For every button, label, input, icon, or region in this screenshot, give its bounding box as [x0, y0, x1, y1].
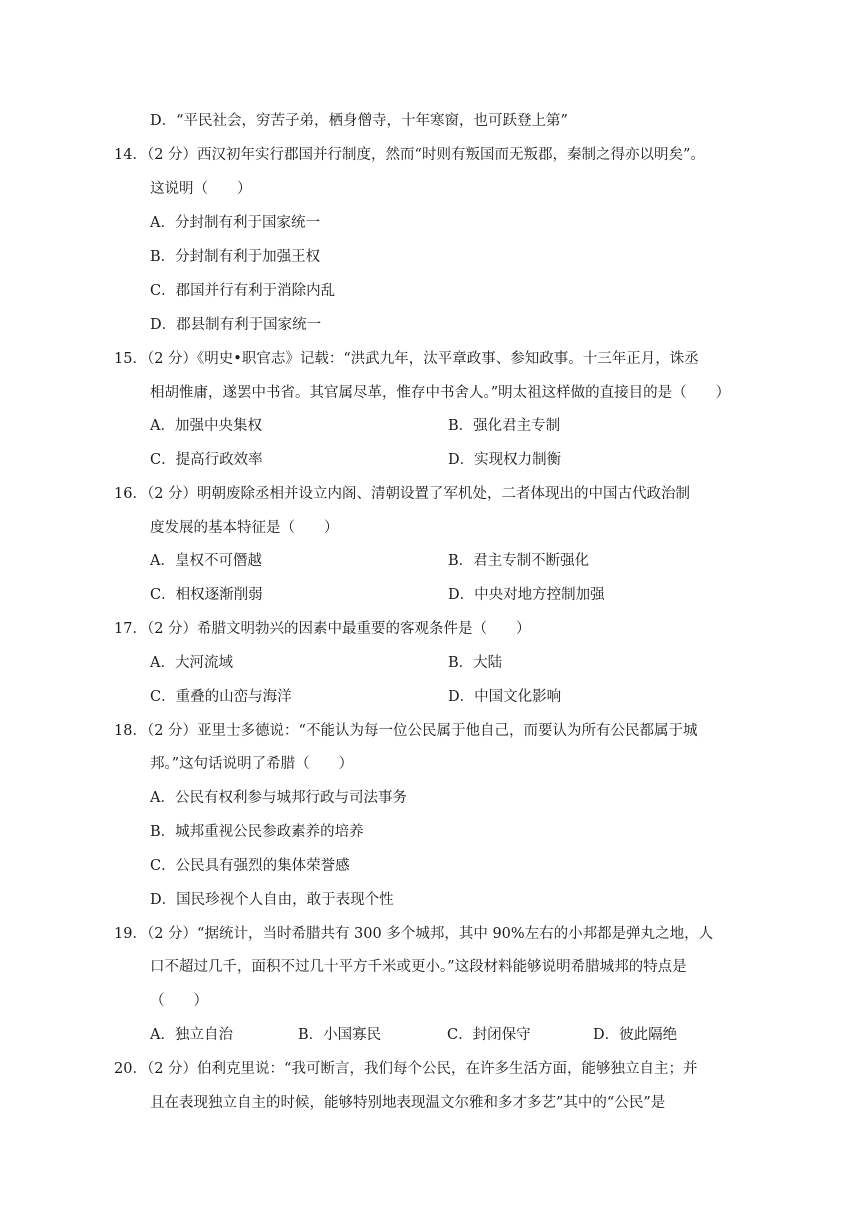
q19-stem-line3: （ ）	[150, 993, 208, 1009]
q16-option-b: B．君主专制不断强化	[448, 553, 590, 569]
q14-option-d: D．郡县制有利于国家统一	[150, 317, 322, 333]
q16-option-d: D．中央对地方控制加强	[448, 587, 605, 603]
q14-stem-line2: 这说明（ ）	[150, 181, 252, 197]
q15-option-b: B．强化君主专制	[448, 418, 561, 434]
q18-option-a: A．公民有权利参与城邦行政与司法事务	[150, 790, 407, 806]
q19-option-c: C．封闭保守	[447, 1027, 531, 1043]
q16-stem-line1: 16．（2 分）明朝废除丞相并设立内阁、清朝设置了军机处，二者体现出的中国古代政治制	[114, 486, 691, 502]
q17-option-a: A．大河流域	[150, 655, 233, 671]
q16-option-a: A．皇权不可僭越	[150, 553, 262, 569]
q20-stem-line2: 且在表现独立自主的时候，能够特别地表现温文尔雅和多才多艺”其中的“公民”是	[150, 1095, 666, 1111]
q19-option-b: B．小国寡民	[298, 1027, 382, 1043]
q14-option-c: C．郡国并行有利于消除内乱	[150, 283, 336, 299]
q13-option-d: D．“平民社会，穷苦子弟，栖身僧寺，十年寒窗，也可跃登上第”	[150, 113, 568, 129]
q19-stem-line2: 口不超过几千，面积不过几十平方千米或更小。”这段材料能够说明希腊城邦的特点是	[150, 959, 687, 975]
q17-stem-line1: 17．（2 分）希腊文明勃兴的因素中最重要的客观条件是（ ）	[114, 621, 531, 637]
q16-stem-line2: 度发展的基本特征是（ ）	[150, 520, 339, 536]
q15-stem-line1: 15．（2 分）《明史•职官志》记载：“洪武九年，汰平章政事、参知政事。十三年正月，诛丞	[114, 351, 699, 367]
q17-option-d: D．中国文化影响	[448, 689, 562, 705]
q20-stem-line1: 20．（2 分）伯利克里说：“我可断言，我们每个公民，在许多生活方面，能够独立自主；并	[114, 1061, 698, 1077]
q18-stem-line2: 邦。”这句话说明了希腊（ ）	[150, 756, 354, 772]
q14-option-a: A．分封制有利于国家统一	[150, 215, 320, 231]
q19-option-d: D．彼此隔绝	[593, 1027, 678, 1043]
q19-option-a: A．独立自治	[150, 1027, 233, 1043]
q18-option-d: D．国民珍视个人自由，敢于表现个性	[150, 892, 394, 908]
q14-stem-line1: 14．（2 分）西汉初年实行郡国并行制度，然而“时则有叛国而无叛郡，秦制之得亦以明矣”。	[114, 147, 705, 163]
q15-option-c: C．提高行政效率	[150, 452, 263, 468]
q17-option-b: B．大陆	[448, 655, 503, 671]
q15-option-a: A．加强中央集权	[150, 418, 262, 434]
q17-option-c: C．重叠的山峦与海洋	[150, 689, 292, 705]
q18-option-b: B．城邦重视公民参政素养的培养	[150, 824, 364, 840]
q14-option-b: B．分封制有利于加强王权	[150, 249, 321, 265]
q18-option-c: C．公民具有强烈的集体荣誉感	[150, 858, 350, 874]
q15-option-d: D．实现权力制衡	[448, 452, 562, 468]
q16-option-c: C．相权逐渐削弱	[150, 587, 263, 603]
q19-stem-line1: 19．（2 分）“据统计，当时希腊共有 300 多个城邦，其中 90%左右的小邦都是弹丸之地，人	[114, 926, 714, 942]
q15-stem-line2: 相胡惟庸，遂罢中书省。其官属尽革，惟存中书舍人。”明太祖这样做的直接目的是（ ）	[150, 385, 731, 401]
q18-stem-line1: 18．（2 分）亚里士多德说：“不能认为每一位公民属于他自己，而要认为所有公民都属于城	[114, 723, 698, 739]
